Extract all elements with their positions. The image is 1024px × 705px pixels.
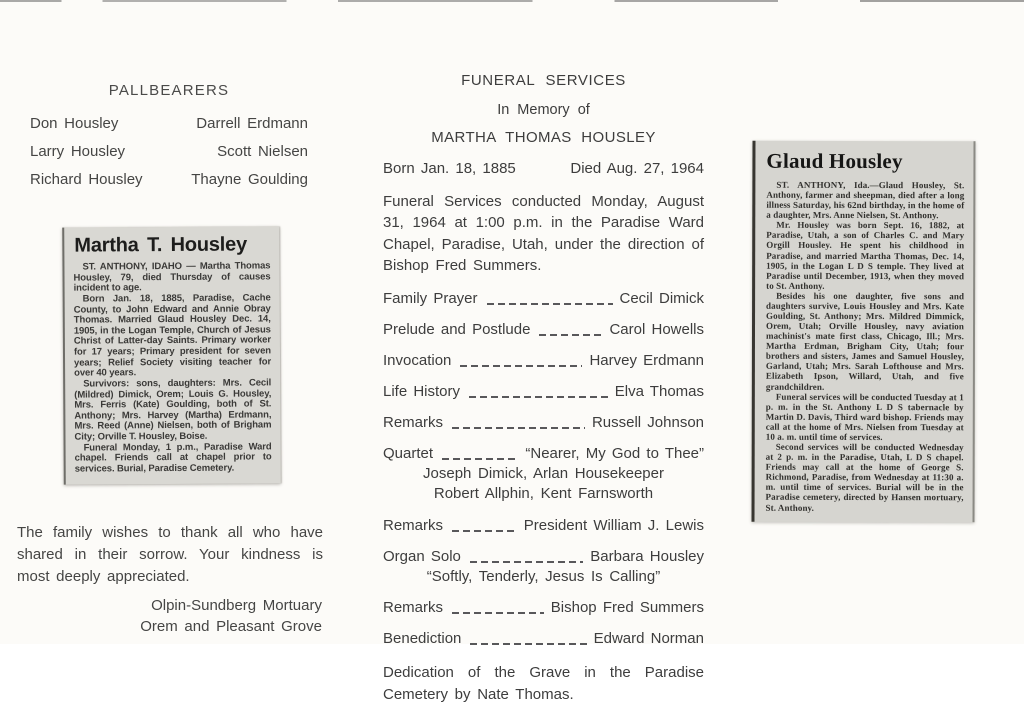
pallbearer-name-left: Larry Housley xyxy=(30,143,126,160)
program-entry-value: “Nearer, My God to Thee” xyxy=(525,445,704,463)
martha-clipping-headline: Martha T. Housley xyxy=(74,233,248,257)
pallbearers-title: PALLBEARERS xyxy=(108,82,230,99)
program-subtitle: In Memory of xyxy=(497,102,590,118)
pallbearer-name-right: Darrell Erdmann xyxy=(196,115,308,132)
program-entry-value: Edward Norman xyxy=(593,629,704,647)
pallbearer-name-right: Thayne Goulding xyxy=(191,171,308,188)
pallbearer-name-left: Richard Housley xyxy=(30,171,143,188)
pallbearers-list xyxy=(30,115,308,188)
family-thanks-section xyxy=(17,522,323,637)
program-entry xyxy=(383,383,704,400)
scan-edge-artifact xyxy=(0,0,1024,2)
program-entry-label: Family Prayer xyxy=(383,290,478,308)
mortuary-location: Orem and Pleasant Grove xyxy=(140,618,322,636)
clipping-paragraph: Born Jan. 18, 1885, Paradise, Cache County, to John Edward and Annie Obray Thomas. Married Glaud Housley Dec. 14, 1905, in the Logan Temple, Church of Jesus Christ of Latter-day Saints. Primary worker for 17 years; Primary president for seven years; Relief Society visiting teacher for over 40 years. xyxy=(73,292,272,379)
program-entry-value: Cecil Dimick xyxy=(619,290,704,308)
program-entry-value: President William J. Lewis xyxy=(523,516,704,534)
program-entry-label: Remarks xyxy=(383,414,444,432)
program-entry xyxy=(383,445,704,462)
honoree-name: MARTHA THOMAS HOUSLEY xyxy=(431,129,656,146)
martha-obituary-clipping xyxy=(62,226,281,484)
clipping-paragraph: Survivors: sons, daughters: Mrs. Cecil (Mildred) Dimick, Orem; Louis G. Housley, Mrs. Ferris (Kate) Goulding, both of St. Anthony; Mrs. Harvey (Martha) Erdmann, Mrs. Reed (Anne) Nielsen, both of Brigham City; Orville T. Housley, Boise. xyxy=(74,377,272,443)
clipping-paragraph: ST. ANTHONY, IDAHO — Martha Thomas Housley, 79, died Thursday of causes incident to age. xyxy=(73,260,271,294)
dashed-leader xyxy=(470,643,586,645)
funeral-program-section xyxy=(383,72,704,705)
dashed-leader xyxy=(469,396,608,398)
clipping-paragraph: Besides his one daughter, five sons and daughters survive, Louis Housley and Mrs. Kate Goulding, St. Anthony; Mrs. Mildred Dimmick, Orem, Utah; Orville Housley, navy aviation machinist's mate first class, Chicago, Ill.; Mrs. Martha Erdman, Brigham City, Utah; four brothers and sisters, James and Samuel Housley, Garland, Utah; Mrs. Sarah Lofthouse and Mrs. Elizabeth Ipson, Willard, Utah, and five grandchildren. xyxy=(765,290,965,392)
dashed-leader xyxy=(460,365,582,367)
dashed-leader xyxy=(442,458,518,460)
pallbearer-name-right: Scott Nielsen xyxy=(217,143,308,160)
glaud-clipping-headline: Glaud Housley xyxy=(766,148,903,174)
program-entry-label: Benediction xyxy=(383,629,462,647)
pallbearers-section xyxy=(30,82,308,199)
program-entry-value: Barbara Housley xyxy=(590,547,704,565)
program-entry-label: Quartet xyxy=(383,445,434,463)
program-intro: Funeral Services conducted Monday, August 31, 1964 at 1:00 p.m. in the Paradise Ward Chapel, Paradise, Utah, under the direction of Bishop Fred Summers. xyxy=(383,193,704,274)
program-subline: Robert Allphin, Kent Farnsworth xyxy=(433,485,654,503)
program-entry xyxy=(383,517,704,534)
program-order-of-service xyxy=(383,290,704,647)
thanks-message: The family wishes to thank all who have shared in their sorrow. Your kindness is most deeply appreciated. xyxy=(17,524,323,585)
program-entry-value: Harvey Erdmann xyxy=(589,352,704,370)
dashed-leader xyxy=(470,561,583,563)
clipping-paragraph: ST. ANTHONY, Ida.—Glaud Housley, St. Anthony, farmer and sheepman, died after a long illness Saturday, his 62nd birthday, in the home of a daughter, Mrs. Anne Nielsen, St. Anthony. xyxy=(766,179,965,221)
dashed-leader xyxy=(452,612,544,614)
program-entry-value: Elva Thomas xyxy=(614,383,704,401)
born-died-row xyxy=(383,160,704,177)
died-date: Died Aug. 27, 1964 xyxy=(570,160,704,177)
program-entry-value: Russell Johnson xyxy=(591,414,704,432)
clipping-paragraph: Second services will be conducted Wednesday at 2 p. m. in the Paradise, Utah, L D S chapel. Friends may call at the home of George S. Richmond, Paradise, from Wednesday at 11:30 a. m. until time of services. Burial will be in the Paradise cemetery, directed by Hansen mortuary, St. Anthony. xyxy=(765,441,964,513)
program-title: FUNERAL SERVICES xyxy=(461,72,626,89)
program-entry-value: Carol Howells xyxy=(609,321,704,339)
program-subline: Joseph Dimick, Arlan Housekeeper xyxy=(423,465,664,483)
program-entry xyxy=(383,352,704,369)
program-entry-label: Invocation xyxy=(383,352,452,370)
program-entry-value: Bishop Fred Summers xyxy=(550,598,704,616)
glaud-obituary-clipping xyxy=(752,141,976,522)
clipping-paragraph: Mr. Housley was born Sept. 16, 1882, at Paradise, Utah, a son of Charles C. and Mary Orgill Housley. He spent his childhood in Paradise, and married Martha Thomas, Dec. 14, 1905, in the Logan L D S temple. They lived at Paradise until December, 1913, when they moved to St. Anthony. xyxy=(766,220,965,291)
dashed-leader xyxy=(452,530,517,532)
born-date: Born Jan. 18, 1885 xyxy=(383,160,516,177)
pallbearer-row xyxy=(30,115,308,132)
program-entry xyxy=(383,414,704,431)
dashed-leader xyxy=(487,303,613,305)
program-entry-label: Remarks xyxy=(383,598,444,616)
program-entry xyxy=(383,599,704,616)
dashed-leader xyxy=(452,427,585,429)
clipping-paragraph: Funeral services will be conducted Tuesday at 1 p. m. in the St. Anthony L D S tabernacle by Martin D. Davis, Third ward bishop. Friends may call at the home of Mrs. Nielsen from Tuesday at 10 a. m. until time of services. xyxy=(765,391,964,443)
grave-dedication-note: Dedication of the Grave in the Paradise Cemetery by Nate Thomas. xyxy=(383,663,704,703)
program-entry xyxy=(383,630,704,647)
mortuary-name: Olpin-Sundberg Mortuary xyxy=(151,597,322,615)
glaud-clipping-body xyxy=(766,180,965,513)
program-entry xyxy=(383,321,704,338)
program-entry-label: Remarks xyxy=(383,516,444,534)
martha-clipping-body xyxy=(73,261,271,475)
program-entry xyxy=(383,548,704,565)
program-entry-label: Organ Solo xyxy=(383,547,461,565)
pallbearer-row xyxy=(30,143,308,160)
program-entry-label: Life History xyxy=(383,383,461,401)
program-subline: “Softly, Tenderly, Jesus Is Calling” xyxy=(426,567,661,585)
program-entry-label: Prelude and Postlude xyxy=(383,321,531,339)
pallbearer-row xyxy=(30,171,308,188)
program-entry xyxy=(383,290,704,307)
clipping-paragraph: Funeral Monday, 1 p.m., Paradise Ward chapel. Friends call at chapel prior to services. Burial, Paradise Cemetery. xyxy=(74,441,272,475)
pallbearer-name-left: Don Housley xyxy=(30,115,119,132)
dashed-leader xyxy=(539,334,602,336)
